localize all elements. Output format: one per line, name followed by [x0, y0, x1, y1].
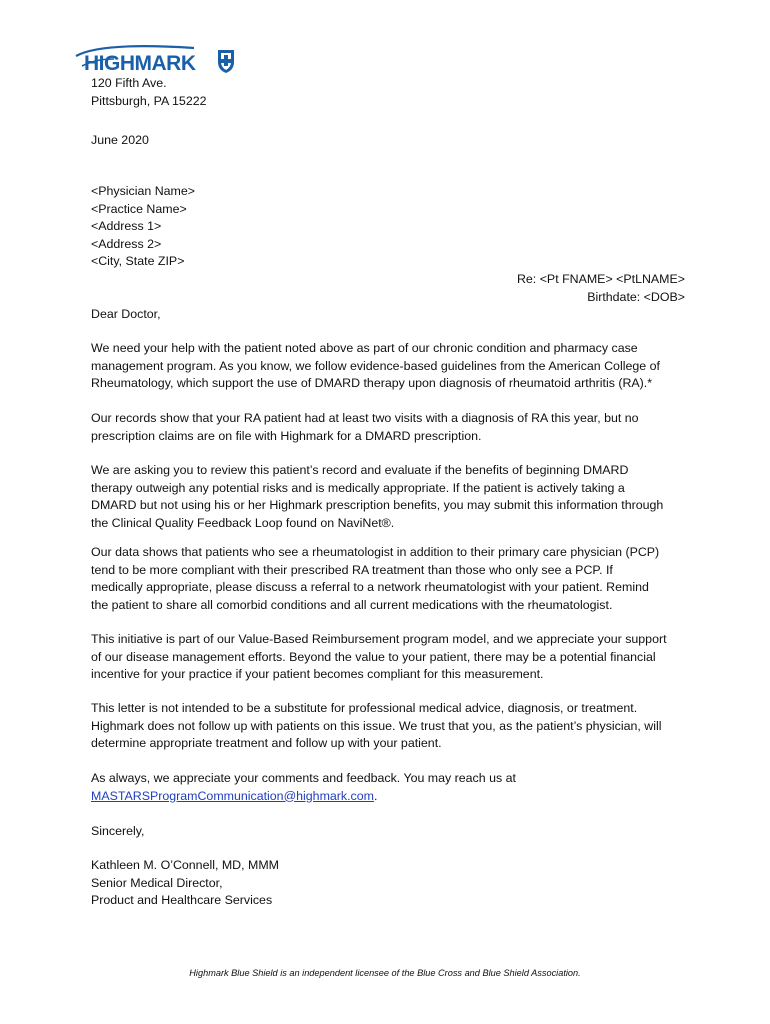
recipient-line: <Address 2> [91, 236, 162, 251]
re-line: Re: <Pt FNAME> <PtLNAME> [516, 272, 685, 286]
paragraph-line: determine appropriate treatment and follow up with your patient. [91, 736, 442, 750]
paragraph-line: DMARD but not using his or her Highmark prescription benefits, you may submit this information through [91, 498, 664, 512]
sender-address-line: Pittsburgh, PA 15222 [91, 93, 207, 108]
patient-reference [517, 271, 685, 306]
email-link[interactable]: MASTARSProgramCommunication@highmark.com [91, 788, 374, 803]
paragraph-line: incentive for your practice if your patient becomes compliant for this measurement. [91, 667, 544, 681]
paragraph-2 [91, 410, 691, 445]
paragraph-line: We are asking you to review this patient’s record and evaluate if the benefits of beginning DMARD [91, 463, 629, 477]
paragraph-line: prescription claims are on file with Highmark for a DMARD prescription. [91, 428, 482, 443]
signature-department: Product and Healthcare Services [91, 893, 273, 907]
recipient-line: <Physician Name> [91, 184, 195, 198]
paragraph-line: Rheumatology, which support the use of DMARD therapy upon diagnosis of rheumatoid arthritis (RA).* [91, 376, 653, 390]
signature-title: Senior Medical Director, [91, 875, 223, 890]
paragraph-line: This initiative is part of our Value-Based Reimbursement program model, and we appreciate your support [91, 632, 667, 646]
paragraph-line: Highmark does not follow up with patients on this issue. We trust that you, as the patient’s physician, will [91, 718, 662, 733]
signature-block [91, 857, 279, 910]
recipient-address [91, 183, 195, 271]
recipient-line: <Practice Name> [91, 201, 187, 216]
sign-off: Sincerely, [91, 824, 145, 838]
paragraph-6 [91, 700, 691, 753]
highmark-logo [74, 44, 239, 74]
paragraph-line: tend to be more compliant with their prescribed RA treatment than those who only see a PCP. If [91, 562, 613, 577]
blue-shield-icon [218, 50, 234, 73]
paragraph-4 [91, 544, 691, 614]
salutation: Dear Doctor, [91, 307, 161, 321]
email-period: . [373, 788, 378, 803]
paragraph-line: We need your help with the patient noted above as part of our chronic condition and pharmacy case [91, 341, 638, 355]
paragraph-line: Our data shows that patients who see a rheumatologist in addition to their primary care physician (PCP) [91, 545, 660, 559]
logo-text: HIGHMARK [84, 52, 196, 74]
closing-paragraph [91, 770, 691, 805]
signature-name: Kathleen M. O’Connell, MD, MMM [91, 858, 279, 872]
sender-address-line: 120 Fifth Ave. [91, 76, 167, 90]
sender-address [91, 75, 207, 110]
paragraph-line: management program. As you know, we follow evidence-based guidelines from the American College of [91, 358, 660, 373]
paragraph-line: of our disease management efforts. Beyond the value to your patient, there may be a potential financial [91, 649, 656, 664]
paragraph-line: As always, we appreciate your comments and feedback. You may reach us at [91, 771, 516, 785]
paragraph-line: Our records show that your RA patient had at least two visits with a diagnosis of RA this year, but no [91, 411, 639, 425]
letter-date: June 2020 [91, 133, 149, 147]
paragraph-line: This letter is not intended to be a substitute for professional medical advice, diagnosis, or treatment. [91, 701, 638, 715]
birthdate-line: Birthdate: <DOB> [587, 289, 685, 304]
paragraph-line: therapy outweigh any potential risks and is medically appropriate. If the patient is actively taking a [91, 480, 625, 495]
paragraph-line: the patient to share all comorbid conditions and all current medications with the rheumatologist. [91, 597, 613, 612]
paragraph-5 [91, 631, 691, 684]
email-line [91, 788, 691, 806]
paragraph-line: the Clinical Quality Feedback Loop found on NaviNet®. [91, 515, 395, 530]
recipient-line: <City, State ZIP> [91, 254, 185, 268]
recipient-line: <Address 1> [91, 219, 162, 233]
paragraph-line: medically appropriate, please discuss a referral to a network rheumatologist with your patient. Remind [91, 580, 649, 594]
paragraph-1 [91, 340, 691, 393]
paragraph-3 [91, 462, 691, 532]
footer-disclaimer: Highmark Blue Shield is an independent licensee of the Blue Cross and Blue Shield Association. [189, 968, 581, 978]
